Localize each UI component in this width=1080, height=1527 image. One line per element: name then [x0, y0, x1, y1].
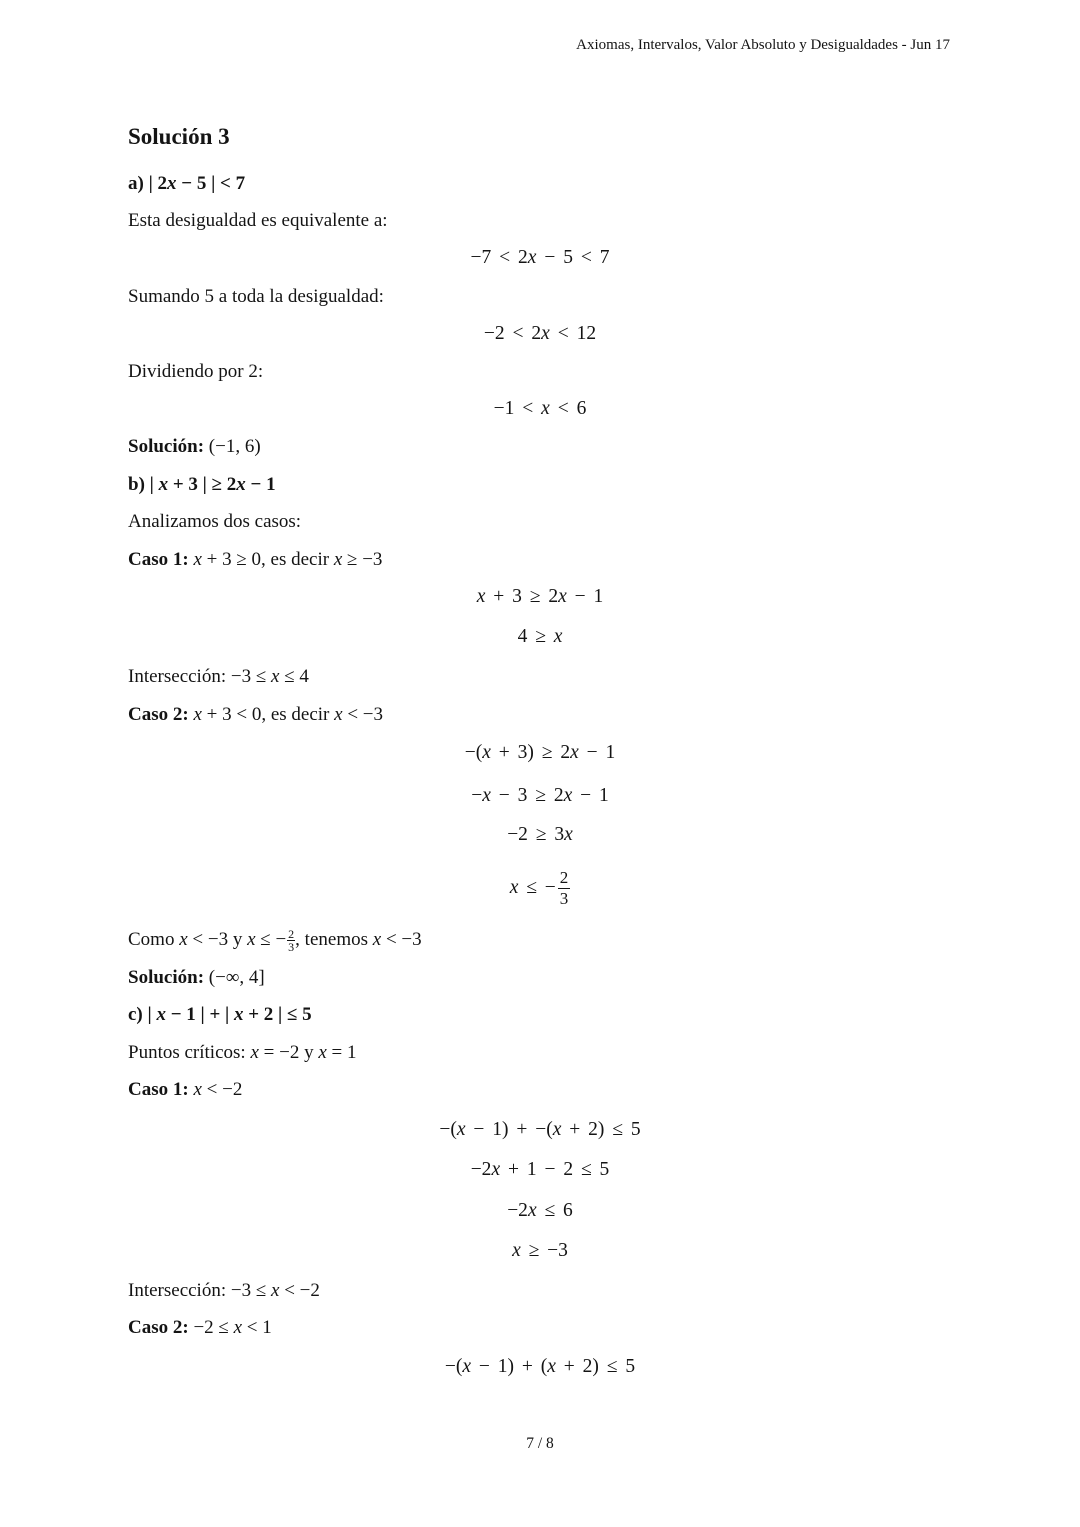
math-variable: x [456, 1119, 466, 1140]
math-variable: x [527, 247, 537, 268]
part-c-critical-points: Puntos críticos: x = −2 y x = 1 [128, 1042, 357, 1063]
part-b-case-2-equation-1: −(x + 3) ≥ 2x − 1 [464, 742, 616, 763]
math-variable: x [233, 1004, 244, 1025]
part-b-intersection: Intersección: −3 ≤ x ≤ 4 [128, 666, 309, 687]
math-variable: x [527, 1200, 537, 1221]
running-header: Axiomas, Intervalos, Valor Absoluto y Desigualdades - Jun 17 [576, 37, 950, 53]
solution-label: Solución: [128, 967, 205, 988]
part-b-conclusion [128, 928, 422, 953]
part-b-case-2-equation-2: −x − 3 ≥ 2x − 1 [471, 785, 609, 806]
case-condition: −2 ≤ x < 1 [193, 1317, 272, 1338]
math-variable: x [333, 549, 343, 570]
math-variable: x [482, 742, 491, 763]
math-variable: x [193, 1079, 202, 1100]
part-c-case-1-equation-2: −2x + 1 − 2 ≤ 5 [470, 1159, 610, 1180]
part-a-intro: Esta desigualdad es equivalente a: [128, 210, 388, 231]
part-c-case-2 [128, 1316, 272, 1340]
math-variable: x [233, 1317, 243, 1338]
math-variable: x [247, 929, 256, 950]
part-a-equation-1: −7 < 2x − 5 < 7 [470, 247, 610, 268]
part-b-case-1-equation-2: 4 ≥ x [517, 626, 563, 647]
math-variable: x [156, 1004, 166, 1025]
math-variable: x [318, 1042, 327, 1063]
inline-fraction [287, 928, 295, 953]
part-b-case-2-equation-3: −2 ≥ 3x [507, 824, 573, 845]
math-variable: x [193, 704, 202, 725]
math-variable: x [462, 1356, 472, 1377]
math-variable: x [541, 323, 550, 344]
case-condition: x + 3 ≥ 0, es decir x ≥ −3 [193, 549, 383, 570]
page-number: 7 / 8 [526, 1435, 554, 1452]
part-c-case-1-equation-1: −(x − 1) + −(x + 2) ≤ 5 [439, 1119, 641, 1140]
math-variable: x [193, 549, 202, 570]
part-a-heading: a) | 2x − 5 | < 7 [128, 173, 246, 194]
section-title: Solución 3 [128, 124, 230, 149]
part-a-solution [128, 435, 261, 459]
case-condition: x + 3 < 0, es decir x < −3 [193, 704, 383, 725]
part-b-case-1-equation-1: x + 3 ≥ 2x − 1 [476, 586, 604, 607]
math-variable: x [250, 1042, 259, 1063]
math-variable: x [509, 877, 519, 898]
part-a-equation-3: −1 < x < 6 [493, 398, 587, 419]
math-variable: x [558, 586, 567, 607]
math-variable: x [491, 1159, 501, 1180]
case-label: Caso 1: [128, 1079, 189, 1100]
math-variable: x [563, 785, 573, 806]
math-variable: x [167, 173, 177, 194]
fraction-numerator: 2 [288, 927, 295, 942]
part-a-equation-2: −2 < 2x < 12 [483, 323, 597, 344]
part-b-case-2-result [0, 863, 1080, 913]
fraction-denominator: 3 [559, 889, 569, 909]
part-c-case-2-equation-1: −(x − 1) + (x + 2) ≤ 5 [444, 1356, 636, 1377]
math-variable: x [552, 1119, 562, 1140]
case-label: Caso 2: [128, 704, 189, 725]
part-a-step-add: Sumando 5 a toda la desigualdad: [128, 286, 384, 307]
fraction-lhs: x ≤ − [509, 877, 556, 898]
case-condition: x < −2 [193, 1079, 243, 1100]
solution-value: (−∞, 4] [208, 967, 265, 988]
math-variable: x [541, 398, 550, 419]
part-c-intersection: Intersección: −3 ≤ x < −2 [128, 1280, 320, 1301]
math-variable: x [271, 666, 280, 687]
math-variable: x [476, 586, 486, 607]
part-b-case-2 [128, 703, 383, 727]
part-c-case-1-equation-4: x ≥ −3 [512, 1240, 568, 1261]
case-label: Caso 1: [128, 549, 189, 570]
conclusion-text-before: Como x < −3 y x ≤ − [128, 929, 287, 950]
math-variable: x [512, 1240, 521, 1261]
math-variable: x [570, 742, 579, 763]
math-variable: x [564, 824, 573, 845]
part-a-step-divide: Dividiendo por 2: [128, 361, 264, 382]
case-label: Caso 2: [128, 1317, 189, 1338]
fraction-denominator: 3 [288, 940, 295, 955]
fraction-numerator: 2 [559, 868, 569, 888]
part-b-intro: Analizamos dos casos: [128, 511, 302, 532]
math-variable: x [271, 1280, 280, 1301]
math-variable: x [334, 704, 343, 725]
math-variable: x [553, 626, 563, 647]
solution-value: (−1, 6) [208, 436, 261, 457]
part-b-heading: b) | x + 3 | ≥ 2x − 1 [128, 474, 276, 495]
conclusion-text-after: , tenemos x < −3 [295, 929, 422, 950]
part-c-case-1-equation-3: −2x ≤ 6 [507, 1200, 573, 1221]
math-variable: x [158, 474, 169, 495]
part-c-heading: c) | x − 1 | + | x + 2 | ≤ 5 [128, 1004, 312, 1025]
math-variable: x [372, 929, 382, 950]
math-variable: x [236, 474, 246, 495]
part-c-case-1 [128, 1078, 242, 1102]
solution-label: Solución: [128, 436, 205, 457]
part-b-case-1 [128, 548, 382, 572]
math-variable: x [179, 929, 188, 950]
part-b-solution [128, 966, 265, 990]
fraction [558, 868, 571, 909]
math-variable: x [482, 785, 491, 806]
math-variable: x [547, 1356, 556, 1377]
